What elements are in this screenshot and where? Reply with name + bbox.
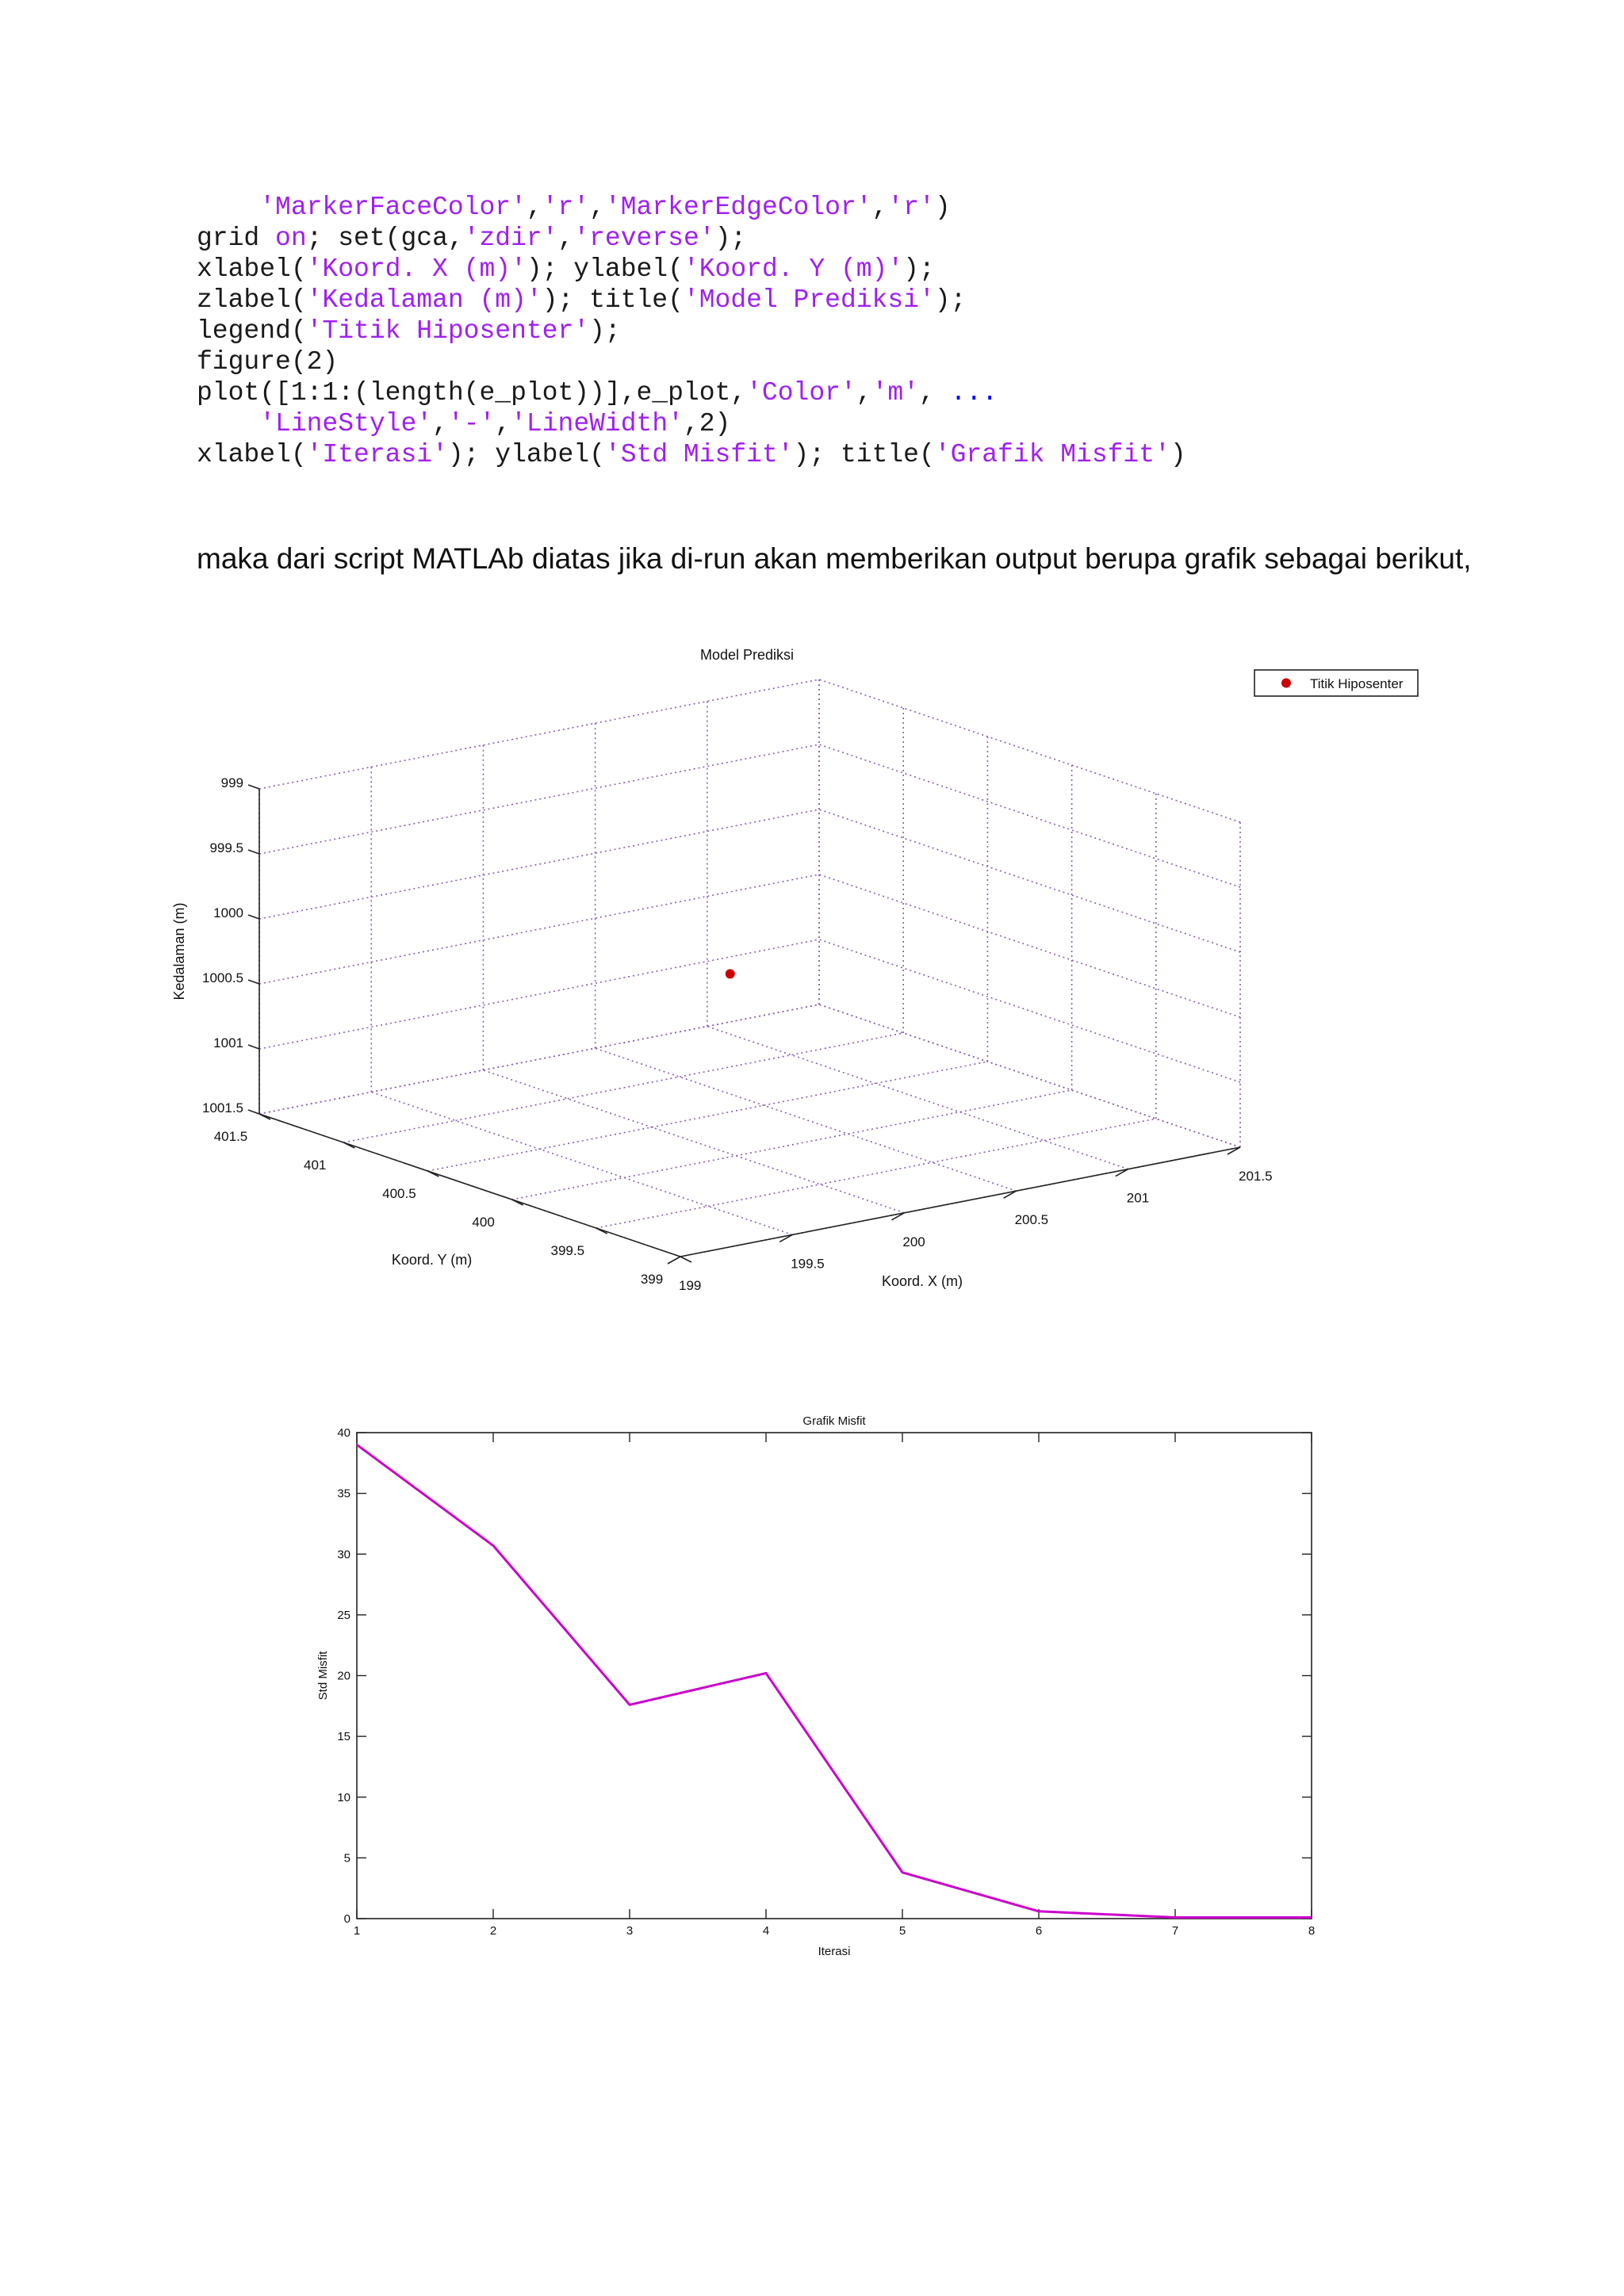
code-token: ... — [950, 378, 998, 408]
grid-line — [427, 1062, 987, 1171]
code-token: 'Koord. Y (m)' — [683, 254, 904, 284]
y-axis-line — [259, 1114, 680, 1257]
code-token: zlabel( — [197, 285, 307, 315]
y-tick-label: 401.5 — [213, 1129, 248, 1144]
grid-line — [343, 1033, 903, 1142]
code-token: xlabel( — [197, 254, 307, 284]
code-token: 'Koord. X (m)' — [306, 254, 527, 284]
grid-line — [596, 1119, 1156, 1228]
code-token: 'Color' — [746, 378, 856, 408]
code-line — [197, 440, 1186, 469]
y-tick-label: 400 — [472, 1215, 495, 1230]
code-token: ; set(gca, — [306, 224, 464, 253]
y-tick-label: 399.5 — [550, 1243, 585, 1258]
code-token: ); ylabel( — [447, 440, 605, 469]
y-tick-label: 35 — [337, 1487, 350, 1501]
code-token: on — [275, 224, 307, 253]
grid-line — [259, 1004, 819, 1114]
y-axis-label: Koord. Y (m) — [391, 1252, 473, 1268]
code-token: , — [589, 193, 605, 222]
code-token: plot([1:1:(length(e_plot))],e_plot, — [197, 378, 747, 408]
code-token: 'm' — [871, 378, 919, 408]
code-token: ); title( — [542, 285, 684, 315]
code-token: 'reverse' — [573, 224, 715, 253]
grid-line — [819, 874, 1240, 1017]
code-token: 'MarkerEdgeColor' — [604, 193, 872, 222]
code-token: figure(2) — [197, 347, 339, 377]
legend-marker — [1281, 679, 1291, 688]
code-token: 'Iterasi' — [306, 440, 448, 469]
x-axis-line — [680, 1147, 1240, 1257]
chart-title: Grafik Misfit — [802, 1414, 866, 1428]
x-tick-label: 7 — [1171, 1924, 1179, 1938]
z-tick-label: 999.5 — [209, 840, 243, 855]
code-line — [197, 316, 621, 346]
grid-line — [819, 679, 1240, 822]
y-tick-label: 15 — [337, 1730, 350, 1744]
code-token: , — [871, 193, 888, 222]
x-tick-label: 4 — [762, 1924, 770, 1938]
code-token: xlabel( — [197, 440, 307, 469]
x-tick-label: 3 — [626, 1924, 634, 1938]
x-tick-label: 6 — [1035, 1924, 1043, 1938]
grid-line — [259, 1004, 819, 1114]
x-axis-label: Koord. X (m) — [881, 1273, 963, 1289]
grid-line — [512, 1090, 1072, 1200]
code-token: ) — [934, 193, 951, 222]
code-token: , — [918, 378, 951, 408]
grid-line — [259, 679, 819, 789]
grid-line — [819, 939, 1240, 1082]
z-axis-label: Kedalaman (m) — [171, 902, 187, 1001]
code-token: 'Std Misfit' — [604, 440, 794, 469]
z-tick-label: 1001 — [213, 1035, 243, 1050]
code-token: 'zdir' — [463, 224, 558, 253]
y-tick-label: 10 — [337, 1790, 350, 1804]
z-tick-label: 1000 — [213, 905, 243, 920]
y-tick-label: 25 — [337, 1608, 350, 1622]
grid-line — [371, 1092, 792, 1234]
grid-line — [819, 1004, 1240, 1147]
matlab-code-block — [197, 192, 1186, 470]
code-line — [197, 409, 730, 438]
plot-frame — [357, 1433, 1312, 1919]
y-tick — [680, 1257, 691, 1262]
code-token: ); — [903, 254, 935, 284]
x-tick-label: 200 — [902, 1234, 925, 1249]
data-point — [726, 969, 735, 978]
z-tick — [248, 915, 259, 919]
code-token: , — [526, 193, 542, 222]
z-tick — [248, 980, 259, 984]
y-tick-label: 40 — [337, 1426, 350, 1440]
code-token: 'r' — [542, 193, 590, 222]
code-token: ); title( — [793, 440, 935, 469]
x-tick-label: 8 — [1308, 1924, 1316, 1938]
legend-label: Titik Hiposenter — [1310, 676, 1404, 691]
y-tick-label: 399 — [640, 1272, 664, 1287]
code-token: ,2) — [683, 409, 731, 438]
z-tick-label: 999 — [220, 775, 243, 790]
model-prediksi-chart — [0, 618, 1624, 1332]
code-line — [197, 378, 998, 408]
x-tick-label: 199.5 — [791, 1256, 825, 1272]
x-tick-label: 199 — [679, 1278, 702, 1293]
code-token: '-' — [447, 409, 496, 438]
x-tick-label: 2 — [489, 1924, 497, 1938]
grid-line — [819, 809, 1240, 952]
code-token: 'MarkerFaceColor' — [259, 193, 527, 222]
x-tick — [668, 1257, 680, 1264]
y-tick-label: 401 — [304, 1158, 327, 1173]
code-token: ); — [589, 316, 621, 346]
grid-line — [259, 744, 819, 854]
code-token: grid — [197, 224, 276, 253]
z-tick — [248, 1045, 259, 1049]
code-token — [197, 193, 259, 222]
y-tick-label: 30 — [337, 1548, 350, 1562]
grid-line — [259, 939, 819, 1049]
code-token: 'Grafik Misfit' — [934, 440, 1170, 469]
code-token: 'LineStyle' — [259, 409, 433, 438]
grid-line — [707, 1027, 1128, 1169]
code-token — [197, 409, 259, 438]
z-tick-label: 1000.5 — [202, 970, 243, 985]
x-tick-label: 200.5 — [1014, 1212, 1049, 1228]
code-token: 'Titik Hiposenter' — [306, 316, 590, 346]
code-token: , — [856, 378, 872, 408]
y-tick-label: 20 — [337, 1669, 350, 1683]
code-token: ); ylabel( — [526, 254, 684, 284]
grid-line — [259, 809, 819, 919]
grid-line — [596, 1048, 1017, 1191]
code-token: 'Model Prediksi' — [683, 285, 935, 315]
y-axis-label: Std Misfit — [316, 1651, 330, 1701]
chart-title: Model Prediksi — [699, 647, 795, 663]
code-token: legend( — [197, 316, 307, 346]
code-token: , — [432, 409, 448, 438]
grid-line — [483, 1070, 904, 1213]
x-tick-label: 201.5 — [1239, 1169, 1273, 1184]
z-tick — [248, 1110, 259, 1114]
code-token: ); — [934, 285, 967, 315]
code-line — [197, 224, 746, 253]
code-line — [197, 193, 951, 222]
code-line — [197, 347, 338, 377]
x-tick-label: 5 — [898, 1924, 906, 1938]
z-tick — [248, 785, 259, 789]
grid-line — [259, 874, 819, 984]
code-token: , — [495, 409, 511, 438]
y-tick-label: 400.5 — [382, 1186, 416, 1201]
code-line — [197, 254, 935, 284]
grid-line — [819, 744, 1240, 887]
code-token: , — [557, 224, 574, 253]
z-tick — [248, 850, 259, 854]
code-token: 'LineWidth' — [511, 409, 684, 438]
x-tick-label: 201 — [1126, 1190, 1150, 1206]
code-token: ); — [714, 224, 747, 253]
grafik-misfit-chart — [0, 1395, 1624, 1966]
y-tick-label: 5 — [343, 1851, 350, 1866]
code-token: 'r' — [887, 193, 935, 222]
z-tick-label: 1001.5 — [202, 1100, 243, 1115]
code-token: 'Kedalaman (m)' — [306, 285, 542, 315]
y-tick-label: 0 — [343, 1912, 350, 1926]
x-axis-label: Iterasi — [818, 1945, 851, 1958]
x-tick-label: 1 — [353, 1924, 361, 1938]
code-token: ) — [1170, 440, 1186, 469]
body-paragraph: maka dari script MATLAb diatas jika di-run akan memberikan output berupa grafik sebagai berikut, — [197, 542, 1472, 575]
code-line — [197, 285, 966, 315]
